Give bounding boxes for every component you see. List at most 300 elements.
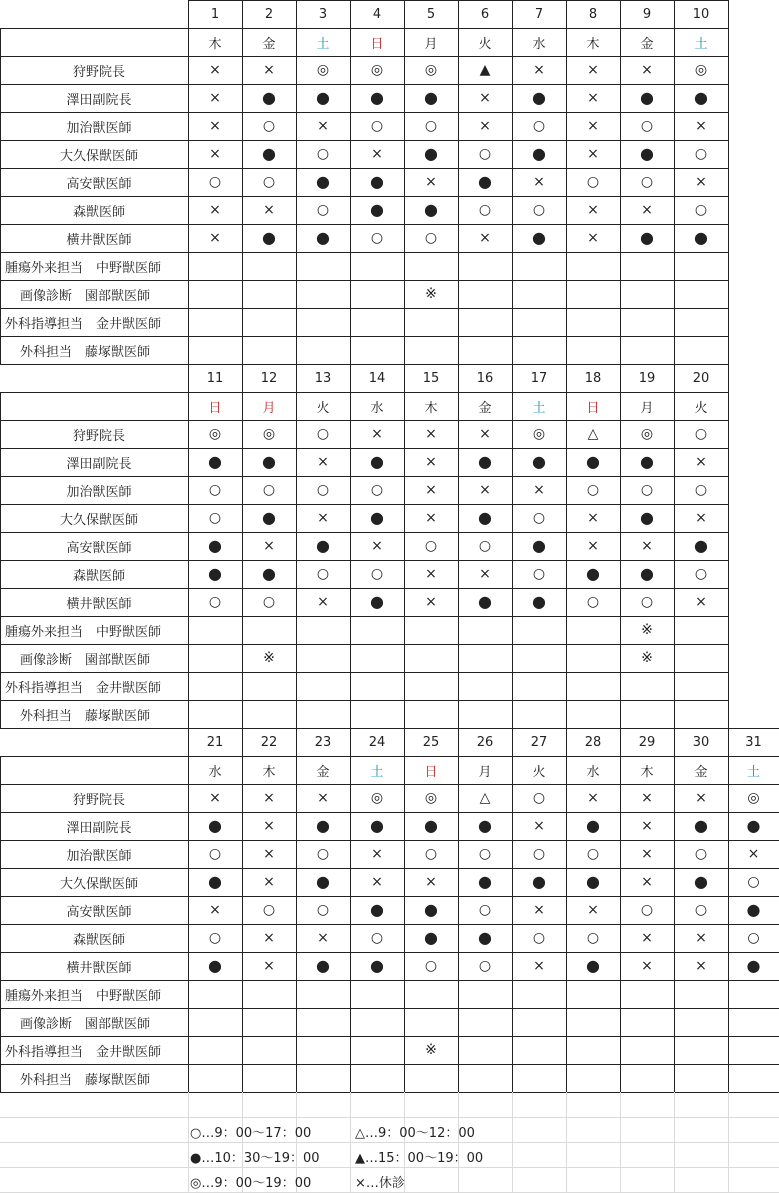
schedule-mark: ● (424, 88, 438, 107)
specialist-mark (512, 1008, 566, 1036)
date-cell: 24 (368, 734, 386, 750)
specialist-mark (458, 336, 512, 364)
schedule-mark: ◎ (424, 62, 438, 78)
grid-line-v (458, 0, 459, 365)
schedule-mark: ● (532, 452, 546, 471)
schedule-mark: ○ (640, 594, 654, 610)
doctor-name: 森獣医師 (72, 204, 125, 220)
legend-item: ○…9：00〜17：00 (190, 1126, 312, 1141)
doctor-name: 澤田副院長 (66, 456, 132, 472)
schedule-mark: ● (316, 172, 330, 191)
schedule-mark: × (263, 818, 275, 834)
date-cell: 21 (206, 734, 224, 750)
schedule-mark: × (641, 958, 653, 974)
grid-line-h (0, 1092, 779, 1093)
specialist-mark (404, 644, 458, 672)
grid-line-h (0, 1142, 779, 1143)
schedule-mark: × (317, 510, 329, 526)
schedule-mark: ○ (586, 846, 600, 862)
schedule-mark: × (641, 846, 653, 862)
specialist-name: 腫瘍外来担当 中野獣医師 (5, 988, 162, 1004)
date-cell: 14 (368, 370, 386, 386)
specialist-mark: ※ (641, 650, 653, 666)
schedule-mark: ● (746, 900, 761, 919)
schedule-mark: ● (262, 228, 276, 247)
schedule-mark: ○ (316, 202, 330, 218)
schedule-mark: ○ (640, 482, 654, 498)
specialist-mark (674, 1008, 728, 1036)
schedule-mark: △ (479, 790, 491, 806)
schedule-mark: ○ (316, 146, 330, 162)
specialist-mark (350, 280, 404, 308)
schedule-mark: × (425, 874, 437, 890)
specialist-mark (188, 336, 242, 364)
schedule-mark: ○ (316, 846, 330, 862)
specialist-name: 腫瘍外来担当 中野獣医師 (5, 624, 162, 640)
schedule-mark: × (747, 846, 760, 862)
schedule-mark: ○ (532, 118, 546, 134)
grid-line-v (242, 728, 243, 1093)
weekday-cell: 土 (370, 764, 384, 780)
schedule-mark: ○ (370, 230, 384, 246)
schedule-mark: ● (478, 928, 492, 947)
date-cell: 9 (642, 6, 652, 22)
weekday-cell: 土 (746, 764, 760, 780)
schedule-mark: ○ (586, 930, 600, 946)
weekday-cell: 木 (424, 400, 438, 416)
specialist-mark (674, 252, 728, 280)
specialist-mark (458, 672, 512, 700)
specialist-name: 外科担当 藤塚獣医師 (20, 708, 151, 724)
specialist-mark (296, 336, 350, 364)
schedule-mark: ○ (478, 846, 492, 862)
grid-line-v (728, 728, 729, 1093)
specialist-mark (674, 980, 728, 1008)
grid-line-v (350, 0, 351, 365)
specialist-mark (620, 700, 674, 728)
schedule-mark: ○ (532, 930, 546, 946)
specialist-mark (404, 672, 458, 700)
date-cell: 26 (476, 734, 494, 750)
schedule-mark: ● (208, 956, 222, 975)
schedule-mark: ○ (262, 118, 276, 134)
schedule-mark: ○ (478, 538, 492, 554)
grid-line-v (458, 364, 459, 729)
schedule-mark: × (317, 790, 329, 806)
specialist-mark (242, 336, 296, 364)
schedule-mark: ● (316, 956, 330, 975)
schedule-mark: × (479, 482, 491, 498)
grid-line-v (404, 728, 405, 1093)
specialist-mark (620, 280, 674, 308)
date-cell: 4 (372, 6, 382, 22)
schedule-mark: ○ (694, 482, 708, 498)
date-cell: 8 (588, 6, 598, 22)
weekday-cell: 木 (586, 36, 600, 52)
schedule-mark: × (263, 874, 275, 890)
specialist-mark (566, 616, 620, 644)
specialist-mark (458, 1036, 512, 1064)
specialist-mark (188, 1064, 242, 1092)
schedule-mark: ○ (316, 426, 330, 442)
schedule-mark: ● (478, 452, 492, 471)
schedule-mark: × (209, 146, 221, 162)
schedule-mark: ○ (424, 846, 438, 862)
schedule-mark: ● (694, 816, 708, 835)
schedule-mark: × (641, 538, 653, 554)
schedule-mark: ● (694, 228, 708, 247)
specialist-mark (242, 700, 296, 728)
weekday-cell: 金 (640, 36, 654, 52)
specialist-name: 画像診断 園部獣医師 (20, 288, 151, 304)
schedule-mark: ○ (532, 510, 546, 526)
schedule-mark: × (533, 174, 545, 190)
schedule-mark: ● (478, 172, 492, 191)
doctor-name: 高安獣医師 (66, 904, 132, 920)
weekday-cell: 日 (424, 764, 438, 780)
schedule-mark: × (641, 790, 653, 806)
schedule-mark: × (209, 790, 221, 806)
schedule-mark: ○ (208, 510, 222, 526)
schedule-mark: ● (316, 536, 330, 555)
grid-line-h (0, 1117, 779, 1118)
specialist-mark (512, 700, 566, 728)
schedule-mark: ● (532, 228, 546, 247)
schedule-mark: ◎ (262, 426, 276, 442)
schedule-mark: ○ (694, 426, 708, 442)
grid-line-v (458, 1092, 459, 1193)
schedule-mark: × (641, 202, 653, 218)
specialist-mark (350, 616, 404, 644)
grid-line-v (566, 1092, 567, 1193)
grid-line-h (0, 1008, 779, 1009)
schedule-mark: ○ (208, 482, 222, 498)
schedule-mark: ○ (316, 482, 330, 498)
schedule-mark: ● (370, 592, 384, 611)
schedule-mark: × (479, 566, 491, 582)
schedule-mark: ● (370, 200, 384, 219)
schedule-mark: ○ (747, 874, 760, 890)
weekday-cell: 水 (208, 764, 222, 780)
specialist-mark (188, 280, 242, 308)
specialist-mark (242, 616, 296, 644)
specialist-mark (242, 672, 296, 700)
schedule-mark: × (425, 174, 437, 190)
weekday-cell: 金 (262, 36, 276, 52)
grid-line-v (566, 0, 567, 365)
schedule-mark: ● (478, 508, 492, 527)
specialist-mark (620, 336, 674, 364)
schedule-mark: ○ (532, 790, 546, 806)
specialist-mark (512, 252, 566, 280)
schedule-mark: ○ (208, 930, 222, 946)
specialist-mark: ※ (425, 1042, 437, 1058)
date-cell: 19 (638, 370, 656, 386)
date-cell: 1 (210, 6, 220, 22)
legend-item: ●…10：30〜19：00 (190, 1151, 320, 1166)
grid-line-v (0, 392, 1, 729)
grid-line-v (674, 0, 675, 365)
schedule-mark: ● (746, 956, 761, 975)
specialist-mark (566, 1036, 620, 1064)
specialist-mark (296, 308, 350, 336)
grid-line-h (0, 868, 779, 869)
grid-line-v (188, 728, 189, 1093)
specialist-name: 腫瘍外来担当 中野獣医師 (5, 260, 162, 276)
date-cell: 7 (534, 6, 544, 22)
schedule-mark: × (425, 594, 437, 610)
specialist-mark (404, 308, 458, 336)
schedule-mark: ● (262, 508, 276, 527)
specialist-mark (458, 980, 512, 1008)
schedule-mark: ● (424, 816, 438, 835)
schedule-mark: ○ (694, 846, 708, 862)
schedule-mark: × (695, 118, 707, 134)
grid-line-v (512, 728, 513, 1093)
schedule-mark: × (587, 510, 599, 526)
grid-line-h (0, 1036, 779, 1037)
weekday-cell: 木 (640, 764, 654, 780)
schedule-mark: × (317, 930, 329, 946)
specialist-mark (458, 616, 512, 644)
grid-line-v (728, 364, 729, 729)
schedule-mark: × (263, 930, 275, 946)
date-cell: 10 (692, 6, 710, 22)
doctor-name: 大久保獣医師 (59, 512, 138, 528)
specialist-mark (458, 1008, 512, 1036)
specialist-mark (620, 1008, 674, 1036)
specialist-mark (620, 308, 674, 336)
schedule-mark: ● (478, 816, 492, 835)
schedule-mark: × (425, 510, 437, 526)
schedule-mark: × (425, 426, 437, 442)
grid-line-h (0, 840, 779, 841)
schedule-mark: ◎ (640, 426, 654, 442)
date-cell: 2 (264, 6, 274, 22)
schedule-mark: ● (262, 88, 276, 107)
specialist-mark (296, 252, 350, 280)
schedule-mark: × (317, 594, 329, 610)
legend-item: ×…休診 (355, 1176, 405, 1191)
schedule-mark: ○ (208, 846, 222, 862)
specialist-mark (728, 1064, 779, 1092)
schedule-mark: ◎ (370, 790, 384, 806)
schedule-mark: ● (370, 900, 384, 919)
schedule-mark: ● (640, 88, 654, 107)
schedule-mark: ● (208, 816, 222, 835)
schedule-mark: ○ (262, 174, 276, 190)
schedule-mark: × (317, 118, 329, 134)
specialist-mark (188, 1036, 242, 1064)
schedule-mark: ● (640, 228, 654, 247)
specialist-mark (242, 1036, 296, 1064)
schedule-mark: ○ (586, 174, 600, 190)
schedule-mark: ● (694, 88, 708, 107)
specialist-mark (188, 700, 242, 728)
date-cell: 17 (530, 370, 548, 386)
date-cell: 11 (206, 370, 224, 386)
schedule-mark: × (209, 90, 221, 106)
specialist-mark (512, 336, 566, 364)
schedule-mark: △ (587, 426, 599, 442)
specialist-mark (674, 672, 728, 700)
weekday-cell: 木 (262, 764, 276, 780)
schedule-mark: × (317, 454, 329, 470)
schedule-mark: × (371, 426, 383, 442)
schedule-mark: × (263, 202, 275, 218)
specialist-mark (458, 1064, 512, 1092)
grid-line-h (0, 924, 779, 925)
schedule-mark: ● (208, 452, 222, 471)
specialist-mark (188, 308, 242, 336)
weekday-cell: 日 (208, 400, 222, 416)
schedule-mark: ● (640, 564, 654, 583)
specialist-mark (566, 336, 620, 364)
specialist-mark (566, 644, 620, 672)
grid-line-v (296, 0, 297, 365)
schedule-mark: ○ (640, 174, 654, 190)
schedule-mark: ○ (478, 902, 492, 918)
schedule-mark: × (695, 174, 707, 190)
schedule-mark: × (371, 874, 383, 890)
grid-line-v (620, 728, 621, 1093)
weekday-cell: 金 (694, 764, 708, 780)
schedule-mark: ◎ (316, 62, 330, 78)
doctor-name: 森獣医師 (72, 932, 125, 948)
schedule-mark: ○ (478, 146, 492, 162)
specialist-mark (242, 1064, 296, 1092)
specialist-mark (674, 308, 728, 336)
schedule-mark: × (263, 846, 275, 862)
schedule-mark: ◎ (424, 790, 438, 806)
schedule-mark: ○ (747, 930, 760, 946)
grid-line-v (512, 1092, 513, 1193)
schedule-mark: ● (370, 452, 384, 471)
specialist-mark (458, 700, 512, 728)
specialist-mark (512, 1064, 566, 1092)
doctor-name: 狩野院長 (72, 64, 125, 80)
schedule-mark: × (371, 146, 383, 162)
specialist-mark (404, 616, 458, 644)
date-cell: 18 (584, 370, 602, 386)
specialist-mark (242, 980, 296, 1008)
specialist-mark (566, 700, 620, 728)
schedule-mark: ○ (424, 538, 438, 554)
grid-line-h (0, 952, 779, 953)
grid-line-v (566, 364, 567, 729)
date-cell: 25 (422, 734, 440, 750)
grid-line-v (458, 728, 459, 1093)
specialist-name: 画像診断 園部獣医師 (20, 652, 151, 668)
specialist-mark (242, 280, 296, 308)
doctor-name: 高安獣医師 (66, 176, 132, 192)
specialist-mark (566, 1064, 620, 1092)
weekday-cell: 土 (694, 36, 708, 52)
grid-line-h (0, 784, 779, 785)
specialist-mark (296, 980, 350, 1008)
schedule-mark: × (587, 62, 599, 78)
schedule-mark: ● (640, 452, 654, 471)
schedule-mark: × (479, 90, 491, 106)
grid-line-v (566, 728, 567, 1093)
specialist-mark (296, 1064, 350, 1092)
schedule-mark: ● (586, 452, 600, 471)
schedule-mark: ○ (370, 118, 384, 134)
schedule-mark: × (533, 482, 545, 498)
specialist-mark (728, 1008, 779, 1036)
date-cell: 6 (480, 6, 490, 22)
specialist-mark (296, 672, 350, 700)
doctor-name: 加治獣医師 (66, 120, 132, 136)
schedule-mark: × (587, 538, 599, 554)
schedule-mark: ● (424, 928, 438, 947)
schedule-mark: ● (532, 872, 546, 891)
schedule-mark: ● (208, 872, 222, 891)
grid-line-v (188, 364, 189, 729)
schedule-mark: × (479, 426, 491, 442)
doctor-name: 大久保獣医師 (59, 148, 138, 164)
grid-line-v (404, 0, 405, 365)
schedule-mark: ◎ (694, 62, 708, 78)
specialist-mark (242, 308, 296, 336)
weekday-cell: 月 (424, 36, 438, 52)
grid-line-v (620, 364, 621, 729)
schedule-mark: ▲ (479, 62, 491, 78)
specialist-mark (404, 1064, 458, 1092)
specialist-mark (620, 980, 674, 1008)
grid-line-v (512, 364, 513, 729)
schedule-mark: ○ (640, 902, 654, 918)
date-cell: 3 (318, 6, 328, 22)
grid-line-v (620, 0, 621, 365)
grid-line-h (0, 756, 779, 757)
date-cell: 28 (584, 734, 602, 750)
grid-line-h (0, 896, 779, 897)
schedule-mark: ○ (532, 566, 546, 582)
schedule-mark: × (587, 230, 599, 246)
specialist-mark (188, 252, 242, 280)
grid-line-h (0, 1064, 779, 1065)
grid-line-v (728, 0, 729, 365)
specialist-mark (296, 644, 350, 672)
schedule-mark: ● (262, 144, 276, 163)
doctor-name: 加治獣医師 (66, 848, 132, 864)
specialist-mark (404, 336, 458, 364)
schedule-mark: × (263, 62, 275, 78)
schedule-mark: × (209, 902, 221, 918)
schedule-mark: ○ (694, 146, 708, 162)
schedule-mark: × (533, 818, 545, 834)
grid-line-v (728, 1092, 729, 1193)
schedule-mark: ○ (532, 202, 546, 218)
schedule-mark: × (641, 930, 653, 946)
specialist-mark (350, 336, 404, 364)
schedule-mark: ● (262, 452, 276, 471)
schedule-mark: × (263, 538, 275, 554)
schedule-mark: × (371, 846, 383, 862)
schedule-mark: ● (532, 592, 546, 611)
specialist-mark (458, 644, 512, 672)
schedule-mark: ● (478, 592, 492, 611)
schedule-mark: ● (208, 536, 222, 555)
doctor-name: 横井獣医師 (66, 596, 132, 612)
doctor-name: 横井獣医師 (66, 960, 132, 976)
specialist-mark (404, 980, 458, 1008)
grid-line-v (620, 1092, 621, 1193)
doctor-name: 澤田副院長 (66, 820, 132, 836)
schedule-mark: ○ (262, 482, 276, 498)
specialist-mark (512, 616, 566, 644)
